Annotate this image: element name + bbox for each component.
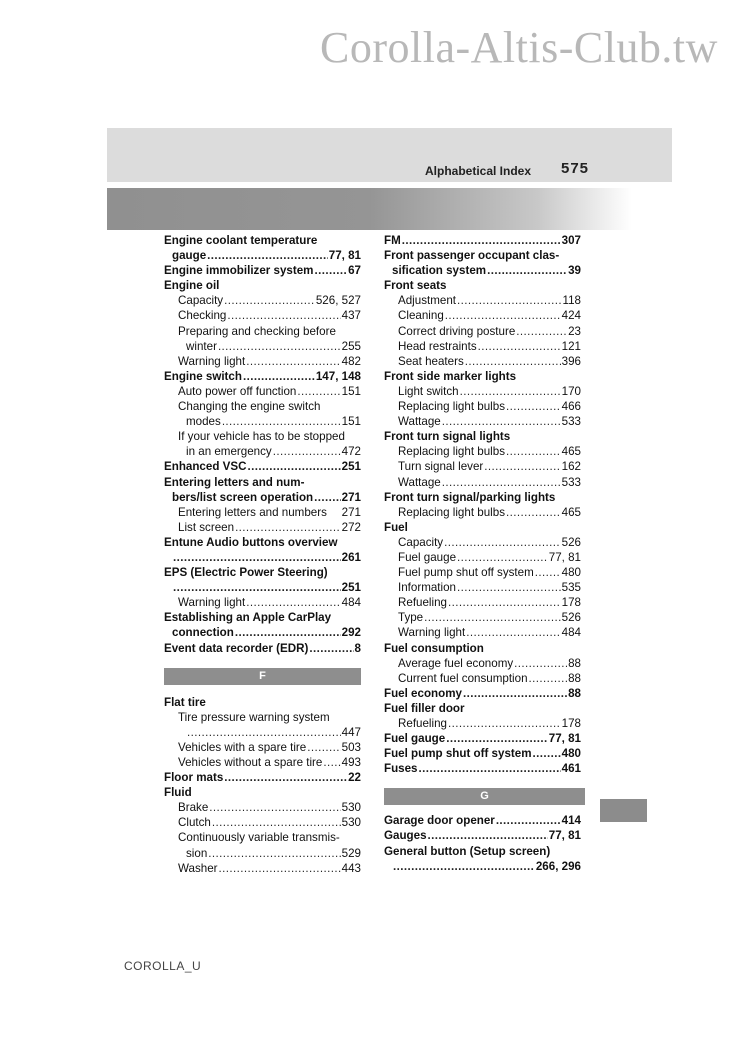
- dot-leader: [484, 459, 560, 474]
- index-entry: [384, 414, 581, 429]
- index-entry-term: connection: [172, 626, 234, 640]
- dot-leader: [173, 550, 341, 565]
- index-entry: [164, 369, 361, 384]
- dot-leader: [506, 505, 561, 520]
- index-entry: [164, 861, 361, 876]
- index-entry-page[interactable]: 272: [341, 520, 361, 534]
- index-entry-page[interactable]: 424: [561, 309, 581, 323]
- dot-leader: [535, 565, 561, 580]
- index-entry: [164, 641, 361, 656]
- dot-leader: [235, 625, 341, 640]
- index-entry: [384, 580, 581, 595]
- index-entry-page[interactable]: 39: [568, 264, 581, 278]
- index-entry-term: Establishing an Apple CarPlay: [164, 611, 332, 625]
- index-entry: [384, 293, 581, 308]
- index-entry-page[interactable]: 472: [341, 445, 361, 459]
- dot-leader: [297, 384, 340, 399]
- index-entry: [384, 520, 581, 535]
- index-entry-term: Average fuel economy: [398, 656, 514, 670]
- index-entry: [384, 324, 581, 339]
- index-entry-term: Fuel filler door: [384, 701, 465, 715]
- index-entry-page[interactable]: 443: [341, 861, 361, 875]
- dot-leader: [247, 459, 340, 474]
- index-entry-page[interactable]: 533: [561, 415, 581, 429]
- index-entry-term: Engine coolant temperature: [164, 234, 318, 247]
- index-entry: [384, 505, 581, 520]
- index-entry: [164, 475, 361, 490]
- index-entry-term: Front seats: [384, 279, 447, 293]
- index-entry-term: Fuel gauge: [384, 732, 446, 746]
- dot-leader: [207, 248, 328, 263]
- index-entry-term: Engine oil: [164, 279, 220, 293]
- index-entry: [384, 535, 581, 550]
- index-entry-page[interactable]: 255: [341, 339, 361, 353]
- index-entry: [164, 444, 361, 459]
- index-entry-term: Current fuel consumption: [398, 671, 528, 685]
- index-entry-term: bers/list screen operation: [172, 490, 314, 504]
- index-entry: [384, 339, 581, 354]
- index-entry: [384, 308, 581, 323]
- index-entry-page[interactable]: 465: [561, 505, 581, 519]
- index-entry: [164, 399, 361, 414]
- index-entry: [384, 565, 581, 580]
- index-entry-page[interactable]: 118: [562, 294, 581, 308]
- dot-leader: [222, 414, 341, 429]
- index-entry-page[interactable]: 77, 81: [548, 829, 581, 843]
- index-entry-term: If your vehicle has to be stopped: [178, 430, 345, 444]
- dot-leader: [442, 475, 561, 490]
- index-entry-term: Front side marker lights: [384, 369, 517, 383]
- index-entry-page[interactable]: 88: [568, 671, 581, 685]
- index-entry: [164, 550, 361, 565]
- index-entry-term: Fuel pump shut off system: [398, 566, 534, 580]
- index-entry-page[interactable]: 77, 81: [328, 249, 361, 263]
- index-entry: [164, 725, 361, 740]
- index-entry-term: EPS (Electric Power Steering): [164, 566, 328, 580]
- index-entry-term: Wattage: [398, 415, 441, 429]
- section-header-f: F: [164, 668, 361, 685]
- index-entry: [384, 828, 581, 843]
- index-entry-page[interactable]: 533: [561, 475, 581, 489]
- index-entry-page[interactable]: 170: [561, 384, 581, 398]
- index-entry: [164, 846, 361, 861]
- index-entry-term: Entune Audio buttons overview: [164, 535, 338, 549]
- index-entry: [164, 505, 361, 520]
- index-entry-term: Correct driving posture: [398, 324, 516, 338]
- index-entry: [164, 339, 361, 354]
- index-entry: [164, 459, 361, 474]
- index-entry: [384, 444, 581, 459]
- index-entry: [384, 859, 581, 874]
- dot-leader: [243, 369, 315, 384]
- index-entry-page[interactable]: 530: [341, 816, 361, 830]
- index-entry: [164, 324, 361, 339]
- index-entry-page[interactable]: 461: [561, 762, 581, 776]
- index-entry-term: List screen: [178, 520, 235, 534]
- index-entry: [384, 248, 581, 263]
- index-entry: [384, 701, 581, 716]
- index-entry-term: Adjustment: [398, 294, 456, 308]
- index-entry-term: General button (Setup screen): [384, 844, 551, 858]
- index-entry-page[interactable]: 484: [561, 626, 581, 640]
- dot-leader: [516, 324, 567, 339]
- index-entry: [384, 550, 581, 565]
- index-entry: [164, 755, 361, 770]
- dot-leader: [506, 399, 561, 414]
- index-entry-term: Type: [398, 611, 424, 625]
- index-entry: [384, 490, 581, 505]
- index-entry-page[interactable]: 292: [341, 626, 361, 640]
- dot-leader: [466, 625, 560, 640]
- dot-leader: [514, 656, 567, 671]
- index-entry-page[interactable]: 261: [341, 550, 361, 564]
- index-entry-page[interactable]: 151: [341, 415, 361, 429]
- dot-leader: [227, 308, 340, 323]
- index-entry-term: Replacing light bulbs: [398, 505, 505, 519]
- index-entry: [164, 710, 361, 725]
- index-entry: [164, 770, 361, 785]
- dot-leader: [463, 686, 567, 701]
- dot-leader: [446, 731, 548, 746]
- dot-leader: [448, 595, 561, 610]
- section-header-g: G: [384, 788, 585, 805]
- index-entry-term: Enhanced VSC: [164, 460, 247, 474]
- dot-leader: [187, 725, 341, 740]
- index-entry: [164, 384, 361, 399]
- index-entry: [164, 308, 361, 323]
- index-entry: [164, 800, 361, 815]
- index-entry-page[interactable]: 480: [561, 566, 581, 580]
- index-entry: [384, 233, 581, 248]
- index-entry-page[interactable]: 526: [561, 535, 581, 549]
- watermark: Corolla-Altis-Club.tw: [320, 23, 718, 72]
- dot-leader: [444, 535, 561, 550]
- index-entry: [384, 625, 581, 640]
- index-entry-term: Warning light: [398, 626, 466, 640]
- side-thumb-tab: [600, 799, 647, 822]
- dot-leader: [309, 641, 353, 656]
- index-entry: [384, 429, 581, 444]
- index-entry: [164, 520, 361, 535]
- index-entry: [164, 429, 361, 444]
- index-entry-term: Engine immobilizer system: [164, 264, 314, 278]
- index-entry: [164, 740, 361, 755]
- index-entry: [384, 354, 581, 369]
- index-entry-term: Fuel economy: [384, 686, 462, 700]
- index-entry-page[interactable]: 530: [341, 801, 361, 815]
- index-entry: [164, 565, 361, 580]
- index-entry-page[interactable]: 67: [348, 264, 361, 278]
- dot-leader: [419, 761, 561, 776]
- index-entry-page[interactable]: 535: [561, 581, 581, 595]
- index-entry-term: Fuel pump shut off system: [384, 747, 532, 761]
- index-entry: [164, 490, 361, 505]
- index-entry-page[interactable]: 88: [568, 656, 581, 670]
- index-entry-term: Fuses: [384, 762, 418, 776]
- index-entry-term: Floor mats: [164, 771, 224, 785]
- index-entry: [164, 263, 361, 278]
- index-entry-term: Auto power off function: [178, 384, 297, 398]
- index-entry-page[interactable]: 493: [341, 756, 361, 769]
- index-entry-term: Light switch: [398, 384, 459, 398]
- index-entry-term: Capacity: [398, 535, 444, 549]
- dot-leader: [428, 828, 548, 843]
- dot-leader: [478, 339, 561, 354]
- index-entry: [164, 278, 361, 293]
- index-entry-term: Head restraints: [398, 339, 477, 353]
- dot-leader: [529, 671, 568, 686]
- dot-leader: [506, 444, 561, 459]
- index-entry-page[interactable]: 178: [561, 717, 581, 730]
- index-entry-page[interactable]: 437: [341, 309, 361, 323]
- index-entry-page[interactable]: 466: [561, 400, 581, 414]
- index-entry-term: Warning light: [178, 354, 246, 368]
- index-entry-page[interactable]: 251: [341, 581, 361, 595]
- index-entry: [164, 233, 361, 248]
- dot-leader: [496, 813, 561, 828]
- dot-leader: [442, 414, 561, 429]
- index-entry: [384, 761, 581, 776]
- dot-leader: [209, 800, 340, 815]
- dot-leader: [323, 755, 340, 770]
- index-entry-page[interactable]: 88: [568, 686, 581, 700]
- dot-leader: [424, 610, 561, 625]
- index-entry-page[interactable]: 121: [561, 339, 581, 353]
- index-entry-term: Gauges: [384, 829, 427, 843]
- index-column-right: [384, 233, 581, 874]
- header-title: Alphabetical Index: [425, 164, 532, 178]
- index-entry-term: Replacing light bulbs: [398, 445, 505, 459]
- dot-leader: [212, 815, 341, 830]
- index-entry-page[interactable]: 271: [341, 490, 361, 504]
- index-entry: [164, 785, 361, 800]
- index-entry-page[interactable]: 147, 148: [315, 369, 361, 383]
- index-entry: [164, 830, 361, 845]
- dot-leader: [208, 846, 340, 861]
- index-entry-page[interactable]: 526, 527: [315, 294, 361, 308]
- index-entry: [164, 695, 361, 710]
- dot-leader: [487, 263, 567, 278]
- index-entry: [164, 414, 361, 429]
- index-entry-term: Fuel: [384, 520, 408, 534]
- index-entry-term: Fluid: [164, 786, 192, 800]
- index-entry: [384, 459, 581, 474]
- index-entry-term: Refueling: [398, 717, 447, 730]
- dot-leader: [224, 293, 315, 308]
- index-entry: [384, 671, 581, 686]
- dot-leader: [173, 580, 341, 595]
- dot-leader: [246, 354, 340, 369]
- dot-leader: [457, 580, 561, 595]
- index-entry-term: Event data recorder (EDR): [164, 641, 309, 655]
- index-entry: [384, 844, 581, 859]
- index-entry-term: Turn signal lever: [398, 460, 484, 474]
- index-entry-term: Continuously variable transmis-: [178, 831, 340, 845]
- index-entry-term: Seat heaters: [398, 354, 464, 368]
- index-entry-page[interactable]: 22: [348, 771, 361, 785]
- index-entry-term: Capacity: [178, 294, 224, 308]
- index-entry-page[interactable]: 178: [561, 596, 581, 610]
- index-entry-page[interactable]: 251: [341, 460, 361, 474]
- index-entry-page[interactable]: 480: [561, 747, 581, 761]
- index-entry: [384, 641, 581, 656]
- dot-leader: [448, 716, 561, 731]
- index-entry: [384, 475, 581, 490]
- index-entry-page[interactable]: 77, 81: [548, 732, 581, 746]
- index-entry-term: modes: [186, 415, 221, 429]
- index-entry-term: Vehicles without a spare tire: [178, 756, 323, 769]
- index-entry-term: Tire pressure warning system: [178, 710, 330, 724]
- index-entry-term: Clutch: [178, 816, 211, 830]
- dot-leader: [460, 384, 561, 399]
- index-entry-page[interactable]: 151: [341, 384, 361, 398]
- index-entry-term: Fuel gauge: [398, 550, 457, 564]
- index-entry-page[interactable]: 503: [341, 740, 361, 754]
- index-entry-term: Engine switch: [164, 369, 242, 383]
- index-entry-term: winter: [186, 339, 217, 353]
- index-entry-term: Wattage: [398, 475, 441, 489]
- dot-leader: [273, 444, 341, 459]
- dot-leader: [235, 520, 341, 535]
- index-entry-page[interactable]: 396: [561, 354, 581, 368]
- index-entry-page[interactable]: 484: [341, 596, 361, 610]
- index-entry-term: Warning light: [178, 596, 246, 610]
- index-entry-term: Entering letters and num-: [164, 475, 305, 489]
- index-entry: [384, 656, 581, 671]
- index-entry-term: in an emergency: [186, 445, 272, 459]
- index-entry: [384, 278, 581, 293]
- index-entry-page[interactable]: 162: [561, 460, 581, 474]
- index-entry: [164, 595, 361, 610]
- index-entry-term: Brake: [178, 801, 209, 815]
- index-entry: [164, 248, 361, 263]
- index-entry-page[interactable]: 271: [341, 505, 361, 519]
- dot-leader: [307, 740, 340, 755]
- index-entry-term: FM: [384, 234, 401, 247]
- dot-leader: [465, 354, 561, 369]
- index-entry: [384, 731, 581, 746]
- index-entry: [384, 369, 581, 384]
- index-entry: [384, 399, 581, 414]
- index-entry-term: Washer: [178, 861, 218, 875]
- dot-leader: [402, 233, 561, 248]
- dot-leader: [393, 859, 535, 874]
- index-entry-term: Front turn signal lights: [384, 430, 511, 444]
- dot-leader: [224, 770, 347, 785]
- index-entry: [384, 384, 581, 399]
- index-entry-page[interactable]: 8: [354, 641, 361, 655]
- index-entry-term: Cleaning: [398, 309, 444, 323]
- dot-leader: [457, 550, 548, 565]
- index-entry-page[interactable]: 23: [568, 324, 581, 338]
- index-entry: [164, 293, 361, 308]
- index-entry-term: Refueling: [398, 596, 447, 610]
- dot-leader: [533, 746, 561, 761]
- index-entry: [384, 263, 581, 278]
- index-entry-page[interactable]: 526: [561, 611, 581, 625]
- index-entry-term: Changing the engine switch: [178, 400, 321, 414]
- index-entry-page[interactable]: 307: [561, 234, 581, 247]
- dot-leader: [219, 861, 341, 876]
- index-entry: [164, 535, 361, 550]
- index-entry-term: Garage door opener: [384, 814, 495, 828]
- index-entry: [164, 354, 361, 369]
- index-entry: [164, 610, 361, 625]
- index-entry-page[interactable]: 266, 296: [535, 859, 581, 873]
- dot-leader: [445, 308, 561, 323]
- index-entry-term: gauge: [172, 249, 207, 263]
- index-entry: [164, 625, 361, 640]
- index-entry-term: sion: [186, 846, 208, 860]
- index-entry-term: Vehicles with a spare tire: [178, 740, 307, 754]
- index-entry-term: Information: [398, 581, 456, 595]
- index-entry-term: Fuel consumption: [384, 641, 484, 655]
- dot-leader: [314, 490, 341, 505]
- index-entry: [384, 595, 581, 610]
- dot-leader: [218, 339, 341, 354]
- index-entry-term: Front turn signal/parking lights: [384, 490, 556, 504]
- footer-label: COROLLA_U: [124, 959, 202, 973]
- dot-leader: [246, 595, 340, 610]
- index-entry-term: sification system: [392, 264, 487, 278]
- index-entry-term: Front passenger occupant clas-: [384, 249, 560, 263]
- index-entry-page[interactable]: 414: [561, 814, 581, 828]
- index-entry: [164, 815, 361, 830]
- index-column-left: [164, 233, 361, 876]
- index-entry: [384, 716, 581, 731]
- index-entry-page[interactable]: 482: [341, 354, 361, 368]
- index-entry: [384, 610, 581, 625]
- index-entry-page[interactable]: 465: [561, 445, 581, 459]
- index-entry-term: Flat tire: [164, 695, 206, 709]
- index-entry-term: Replacing light bulbs: [398, 400, 505, 414]
- index-entry: [384, 746, 581, 761]
- index-entry: [164, 580, 361, 595]
- index-entry: [384, 686, 581, 701]
- index-entry-page[interactable]: 447: [341, 725, 361, 739]
- index-entry-term: Entering letters and numbers: [178, 505, 327, 519]
- dot-leader: [314, 263, 347, 278]
- index-entry-page[interactable]: 77, 81: [548, 550, 581, 564]
- page-number: 575: [561, 160, 590, 177]
- section-gradient-band: [107, 188, 632, 230]
- index-entry-page[interactable]: 529: [341, 846, 361, 860]
- index-entry-term: Checking: [178, 309, 227, 323]
- dot-leader: [457, 293, 562, 308]
- index-entry-term: Preparing and checking before: [178, 324, 336, 338]
- index-entry: [384, 813, 581, 828]
